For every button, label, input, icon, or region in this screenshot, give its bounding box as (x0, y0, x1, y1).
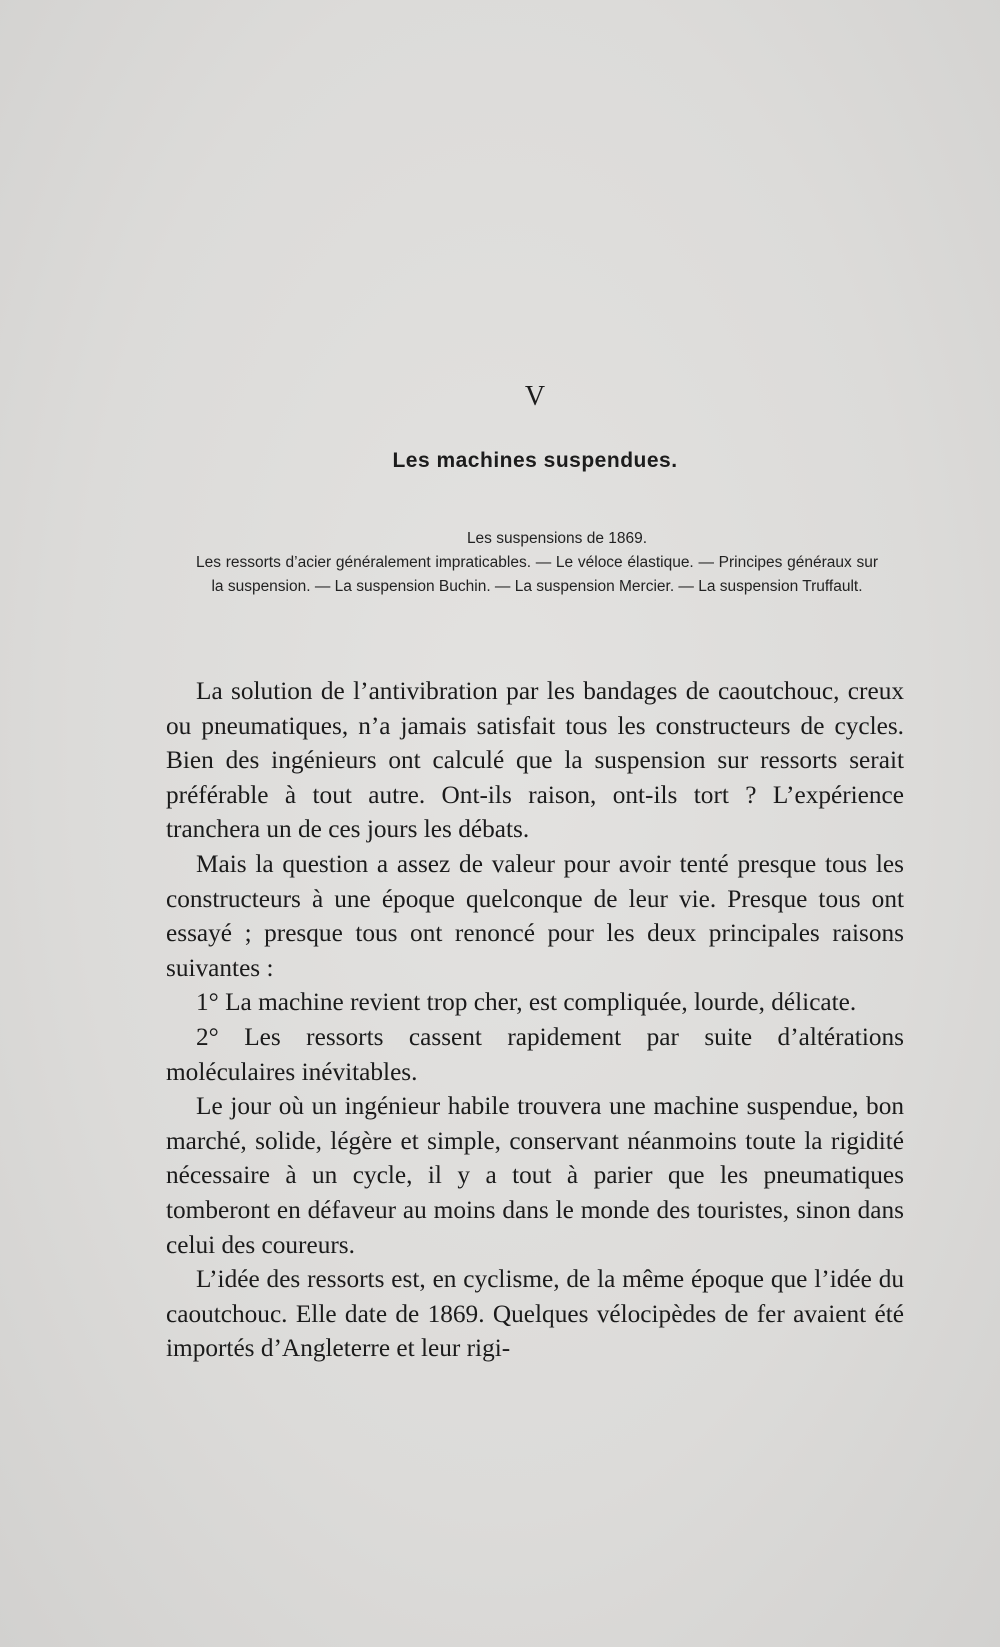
chapter-number: V (524, 381, 546, 412)
body-text (166, 674, 904, 1366)
summary-text: Les ressorts d’acier généralement impraticables. — Le véloce élastique. — Principes généraux sur la suspension. — La suspension Buchin. — La suspension Mercier. — La suspension Truffault. (196, 554, 878, 595)
paragraph: La solution de l’antivibration par les bandages de caoutchouc, creux ou pneumatiques, n’a jamais satisfait tous les constructeurs de cycles. Bien des ingénieurs ont calculé que la suspension sur ressorts serait préférable à tout autre. Ont-ils raison, ont-ils tort ? L’expérience tranchera un de ces jours les débats. (166, 677, 904, 844)
chapter-summary (196, 527, 878, 599)
summary-first-line: Les suspensions de 1869. (466, 530, 648, 547)
chapter-title: Les machines suspendues. (392, 449, 678, 472)
paragraph: L’idée des ressorts est, en cyclisme, de la même époque que l’idée du caoutchouc. Elle date de 1869. Quelques vélocipèdes de fer avaient été importés d’Angleterre et leur rigi- (166, 1265, 904, 1363)
paragraph: Mais la question a assez de valeur pour avoir tenté presque tous les constructeurs à une époque quelconque de leur vie. Presque tous ont essayé ; presque tous ont renoncé pour les deux principales raisons suivantes : (166, 849, 904, 982)
paragraph: Le jour où un ingénieur habile trouvera une machine suspendue, bon marché, solide, légère et simple, conservant néanmoins toute la rigidité nécessaire à un cycle, il y a tout à parier que les pneumatiques tomberont en défaveur au moins dans le monde des touristes, sinon dans celui des coureurs. (166, 1092, 904, 1259)
paragraph: 2° Les ressorts cassent rapidement par suite d’altérations moléculaires inévitables. (166, 1022, 904, 1086)
paragraph: 1° La machine revient trop cher, est compliquée, lourde, délicate. (196, 988, 857, 1017)
